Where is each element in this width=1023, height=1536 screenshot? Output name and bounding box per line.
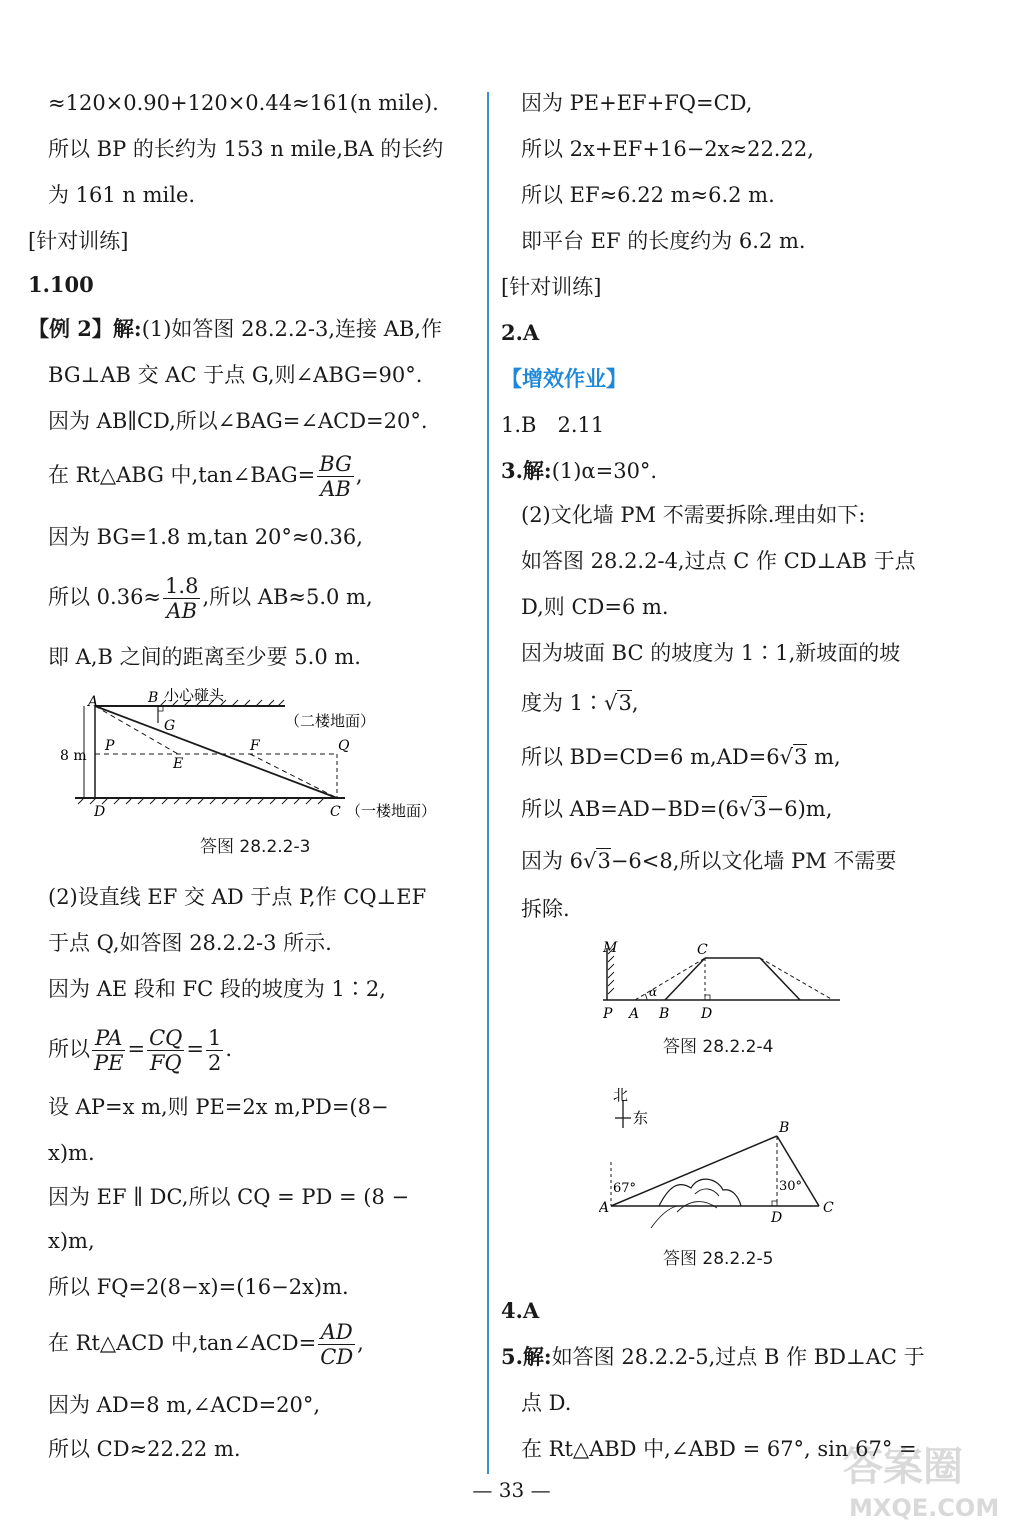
formula-line [48, 574, 373, 623]
page-number: — 33 — [472, 1478, 551, 1502]
text-line: 设 AP=x m,则 PE=2x m,PD=(8− [48, 1095, 389, 1119]
label-C: C [823, 1200, 834, 1216]
column-divider [487, 92, 489, 1474]
text-span: −6)m, [766, 797, 833, 821]
formula-line: 因为 6√3−6<8,所以文化墙 PM 不需要 [521, 849, 897, 873]
answer-line: 4.A [501, 1298, 540, 1323]
answer-line: 2.A [501, 320, 540, 345]
text-span: , [357, 1331, 364, 1355]
text-line: 所以 EF≈6.22 m≈6.2 m. [521, 183, 775, 207]
example-line [28, 314, 442, 344]
text-line: ≈120×0.90+120×0.44≈161(n mile). [48, 91, 439, 115]
text-span: , [355, 463, 363, 487]
text-line: 因为 BG=1.8 m,tan 20°≈0.36, [48, 525, 363, 549]
denominator: PE [94, 1051, 124, 1075]
text-span: m, [807, 745, 841, 769]
text-line: 因为 AD=8 m,∠ACD=20°, [48, 1393, 321, 1417]
radicand: 3 [753, 797, 767, 821]
text-line: (2)设直线 EF 交 AD 于点 P,作 CQ⊥EF [48, 885, 427, 909]
text-line: 如答图 28.2.2-4,过点 C 作 CD⊥AB 于点 [521, 549, 916, 573]
label-A: A [88, 694, 99, 710]
text-span: 所以 AB=AD−BD=(6 [521, 797, 739, 821]
label-B: B [148, 690, 159, 706]
section-heading: [针对训练] [28, 229, 129, 253]
text-span: 因为 6 [521, 849, 584, 873]
section-heading-highlight: 【增效作业】 [501, 366, 627, 391]
formula-line [48, 1320, 364, 1369]
label-G: G [164, 718, 176, 734]
label-B: B [659, 1006, 670, 1022]
text-line: 即平台 EF 的长度约为 6.2 m. [521, 229, 806, 253]
label-M: M [603, 940, 618, 956]
label-alpha: α [649, 985, 658, 999]
text-span: . [225, 1037, 233, 1061]
text-span: , [631, 691, 639, 715]
watermark-line1: 答案圈 [843, 1444, 963, 1490]
angle-30-label: 30° [779, 1179, 803, 1194]
label-P: P [603, 1006, 613, 1022]
numerator: CQ [149, 1026, 183, 1050]
floor2-label: （二楼地面） [285, 712, 376, 730]
text-line: x)m. [48, 1141, 95, 1165]
label-Q: Q [338, 738, 350, 754]
label-D: D [94, 804, 106, 820]
text-line: 因为 PE+EF+FQ=CD, [521, 91, 753, 115]
text-line: 所以 FQ=2(8−x)=(16−2x)m. [48, 1275, 349, 1299]
item-tag: 3.解: [501, 458, 552, 483]
numerator: PA [92, 1026, 125, 1051]
label-A: A [599, 1200, 610, 1216]
formula-line: 所以 $\frac{PA}{PE}$ = $\frac{CQ}{FQ}$ = $\frac{1}{2}$ . [48, 1026, 233, 1075]
text-line: BG⊥AB 交 AC 于点 G,则∠ABG=90°. [48, 363, 423, 387]
label-C: C [330, 804, 341, 820]
numerator: 1.8 [165, 574, 199, 598]
label-D: D [771, 1210, 783, 1226]
figure-28-2-2-5 [599, 1082, 859, 1234]
text-line: 拆除. [521, 897, 570, 921]
figure-caption: 答图 28.2.2-5 [663, 1249, 774, 1269]
text-line: 所以 BP 的长约为 153 n mile,BA 的长约 [48, 137, 444, 161]
formula-line [48, 452, 363, 501]
answer-line: 1.100 [28, 272, 94, 297]
label-E: E [173, 756, 184, 772]
text-line: 所以 CD≈22.22 m. [48, 1437, 241, 1461]
label-P: P [105, 738, 115, 754]
denominator: FQ [149, 1051, 182, 1075]
text-span: 所以 BD=CD=6 m,AD=6 [521, 745, 780, 769]
north-label: 北 [613, 1086, 629, 1104]
formula-line: 度为 1∶√3, [521, 691, 639, 715]
fraction [163, 574, 200, 623]
text-line: 因为 AB∥CD,所以∠BAG=∠ACD=20°. [48, 409, 428, 433]
text-span: 所以 [48, 1037, 90, 1061]
text-line: 因为坡面 BC 的坡度为 1∶1,新坡面的坡 [521, 641, 901, 665]
fraction [317, 452, 354, 501]
text-line: 点 D. [521, 1391, 572, 1415]
label-B: B [779, 1120, 790, 1136]
text-span: 度为 1∶ [521, 691, 605, 715]
answer-line [501, 1342, 925, 1372]
text-line: D,则 CD=6 m. [521, 595, 669, 619]
denominator: AB [166, 599, 198, 623]
floor1-label: （一楼地面） [346, 802, 437, 820]
label-F: F [250, 738, 260, 754]
section-heading: [针对训练] [501, 275, 602, 299]
text-span: 在 Rt△ABG 中,tan∠BAG= [48, 463, 316, 487]
text-span: (1)如答图 28.2.2-3,连接 AB,作 [141, 317, 442, 341]
numerator: 1 [207, 1026, 222, 1050]
fraction [147, 1026, 184, 1075]
fraction [92, 1026, 125, 1075]
text-span: 所以 0.36≈ [48, 585, 162, 609]
label-C: C [697, 942, 708, 958]
label-D: D [701, 1006, 713, 1022]
text-line: 为 161 n mile. [48, 183, 196, 207]
numerator: AD [318, 1320, 355, 1345]
example-tag: 【例 2】解: [28, 316, 142, 341]
angle-67-label: 67° [613, 1181, 637, 1196]
figure-28-2-2-3 [60, 688, 470, 828]
east-label: 东 [633, 1109, 649, 1127]
formula-line: 所以 AB=AD−BD=(6√3−6)m, [521, 797, 833, 821]
warning-label: 小心碰头 [164, 688, 225, 704]
text-line: (2)文化墙 PM 不需要拆除.理由如下: [521, 503, 866, 527]
item-tag: 5.解: [501, 1344, 552, 1369]
text-span: 在 Rt△ACD 中,tan∠ACD= [48, 1331, 317, 1355]
radicand: 3 [794, 745, 808, 769]
watermark-logo [829, 1436, 1009, 1526]
text-span: (1)α=30°. [551, 459, 658, 483]
label-A: A [629, 1006, 640, 1022]
text-line: 所以 2x+EF+16−2x≈22.22, [521, 137, 814, 161]
answer-line [501, 456, 657, 486]
radicand: 3 [597, 849, 611, 873]
fraction [318, 1320, 355, 1369]
text-line: x)m, [48, 1229, 95, 1253]
text-span: −6<8,所以文化墙 PM 不需要 [610, 849, 897, 873]
numerator: BG [319, 452, 352, 476]
answer-line: 1.B 2.11 [501, 413, 605, 437]
watermark-line2: MXQE.COM [849, 1494, 1000, 1522]
text-span: 如答图 28.2.2-5,过点 B 作 BD⊥AC 于 [551, 1345, 925, 1369]
text-span: ,所以 AB≈5.0 m, [202, 585, 373, 609]
figure-caption: 答图 28.2.2-3 [200, 837, 311, 857]
text-line: 即 A,B 之间的距离至少要 5.0 m. [48, 645, 361, 669]
height-label: 8 m [60, 748, 87, 764]
formula-line: 所以 BD=CD=6 m,AD=6√3 m, [521, 745, 841, 769]
denominator: AB [320, 477, 351, 501]
denominator: CD [320, 1345, 354, 1369]
text-line: 在 Rt△ABD 中,∠ABD = 67°, sin 67° = [521, 1437, 917, 1461]
text-line: 于点 Q,如答图 28.2.2-3 所示. [48, 931, 332, 955]
figure-caption: 答图 28.2.2-4 [663, 1037, 774, 1057]
text-line: 因为 AE 段和 FC 段的坡度为 1∶2, [48, 977, 386, 1001]
text-line: 因为 EF ∥ DC,所以 CQ = PD = (8 − [48, 1185, 410, 1209]
radicand: 3 [618, 691, 632, 715]
fraction [206, 1026, 223, 1075]
figure-28-2-2-4 [595, 936, 855, 1024]
denominator: 2 [207, 1051, 222, 1075]
